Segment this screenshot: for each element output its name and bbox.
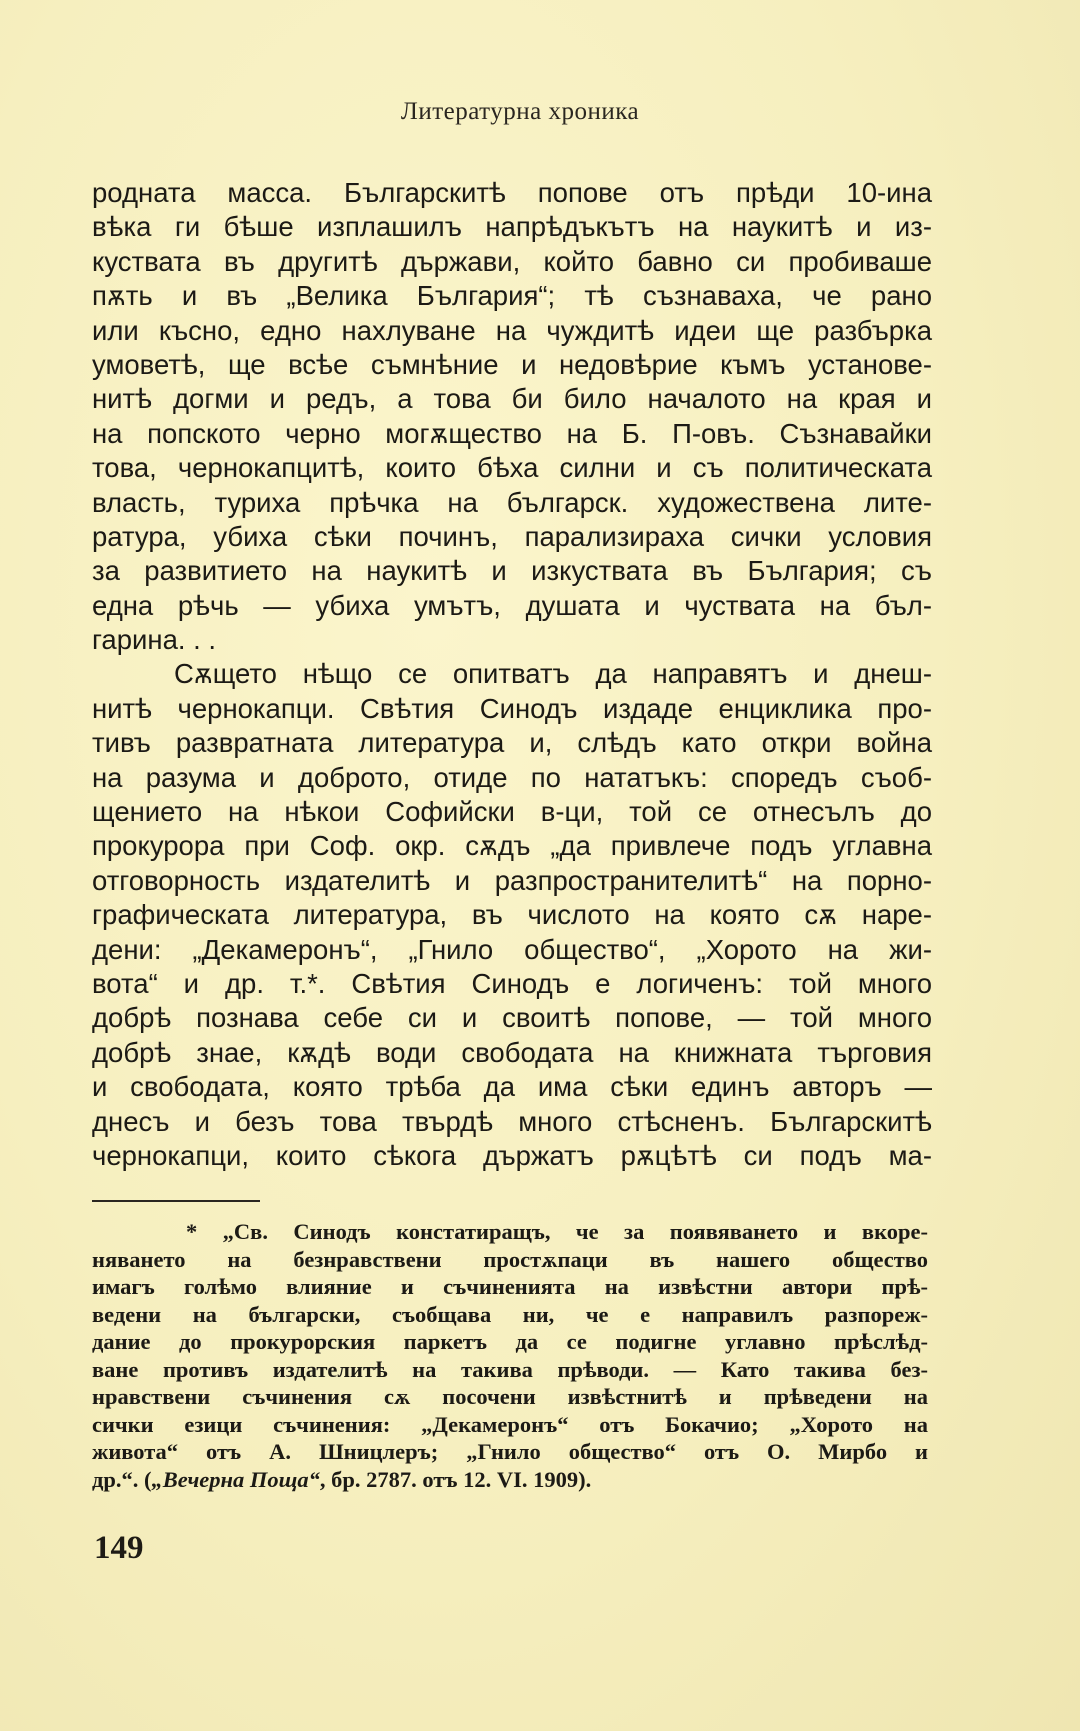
text-line: куствата въ другитѣ държави, който бавно си пробиваше [92, 245, 932, 277]
text-line: или късно, едно нахлуване на чуждитѣ идеи ще разбърка [92, 314, 932, 346]
page-number: 149 [94, 1530, 144, 1566]
footnote-line: нравствени съчинения сѫ посочени извѣстнитѣ и прѣведени на [92, 1384, 928, 1409]
running-header: Литературна хроника [400, 98, 640, 125]
text-line: умоветѣ, ще всѣе съмнѣние и недовѣрие къмъ установе- [92, 348, 932, 380]
text-line: дени: „Декамеронъ“, „Гнило общество“, „Хорото на жи- [92, 933, 932, 965]
text-line: това, чернокапцитѣ, които бѣха силни и съ политическата [92, 452, 932, 484]
text-line: една рѣчь — убиха умътъ, душата и чуствата на бъл- [92, 589, 932, 621]
footnote-citation-line [92, 1466, 928, 1494]
footnote-line: ване противъ издателитѣ на такива прѣводи. — Като такива без- [92, 1356, 928, 1382]
text-line: щението на нѣкои Софийски в-ци, той се отнесълъ до [92, 796, 932, 828]
footnote-line: дание до прокурорския паркетъ да се подигне углавно прѣслѣд- [92, 1329, 928, 1354]
text-line: ратура, убиха сѣки починъ, парализираха сички условия [92, 520, 932, 552]
footnote-line-suffix: , бр. 2787. отъ 12. VI. 1909). [319, 1466, 592, 1492]
text-line: нитѣ чернокапци. Свѣтия Синодъ издаде енциклика про- [92, 692, 932, 724]
text-line: добрѣ познава себе си и своитѣ попове, — той много [92, 1002, 932, 1034]
text-line: нитѣ догми и редъ, а това би било началото на края и [92, 383, 932, 415]
paragraph-start-line: Сѫщето нѣщо се опитватъ да направятъ и днеш- [174, 658, 932, 690]
text-line: гарина. . . [92, 624, 217, 656]
text-line: власть, туриха прѣчка на българск. художествена лите- [92, 486, 932, 518]
text-line: графическата литература, въ числото на която сѫ наре- [92, 899, 932, 931]
footnote-line: няването на безнравствени простѫпаци въ нашего общество [92, 1246, 928, 1272]
text-line: вота“ и др. т.*. Свѣтия Синодъ е логиченъ: той много [92, 967, 932, 999]
text-line: на попското черно могѫщество на Б. П-овъ. Съзнавайки [92, 417, 932, 449]
newspaper-title: „Вечерна Поща“ [151, 1466, 320, 1492]
text-line: днесъ и безъ това твърдѣ много стѣсненъ. Българскитѣ [92, 1105, 932, 1137]
footnote [92, 1218, 928, 1493]
footnote-line: * „Св. Синодъ констатиращъ, че за появяването и вкоре- [186, 1219, 928, 1244]
text-line: вѣка ги бѣше изплашилъ напрѣдъкътъ на наукитѣ и из- [92, 211, 932, 243]
text-line: пѫть и въ „Велика България“; тѣ съзнаваха, че рано [92, 280, 932, 312]
footnote-separator [92, 1200, 260, 1202]
text-line: тивъ развратната литературa и, слѣдъ като откри война [92, 727, 932, 759]
footnote-line: ведени на български, съобщава ни, че е направилъ разпореж- [92, 1301, 928, 1327]
text-line: отговорность издателитѣ и разпространителитѣ“ на порно- [92, 864, 932, 896]
text-line: на разума и доброто, отиде по нататъкъ: споредъ съоб- [92, 761, 932, 793]
main-text [92, 176, 932, 1173]
text-line: чернокапци, които сѣкога държатъ рѫцѣтѣ си подъ ма- [92, 1139, 932, 1171]
footnote-line-prefix: др.“. ( [92, 1466, 152, 1492]
footnote-line: живота“ отъ А. Шницлеръ; „Гнило общество“ отъ О. Мирбо и [92, 1439, 928, 1464]
footnote-line: сички езици съчинения: „Декамеронъ“ отъ Бокачио; „Хорото на [92, 1411, 928, 1437]
footnote-line: имагъ голѣмо влияние и съчиненията на извѣстни автори прѣ- [92, 1274, 928, 1299]
text-line: прокурора при Соф. окр. сѫдъ „да привлече подъ углавна [92, 830, 932, 862]
text-line: добрѣ знае, кѫдѣ води свободата на книжната търговия [92, 1036, 932, 1068]
text-line: за развитието на наукитѣ и изкуствата въ България; съ [92, 555, 932, 587]
text-line: и свободата, която трѣба да има сѣки единъ авторъ — [92, 1071, 932, 1103]
text-line: родната масса. Българскитѣ попове отъ прѣди 10-ина [92, 177, 932, 208]
